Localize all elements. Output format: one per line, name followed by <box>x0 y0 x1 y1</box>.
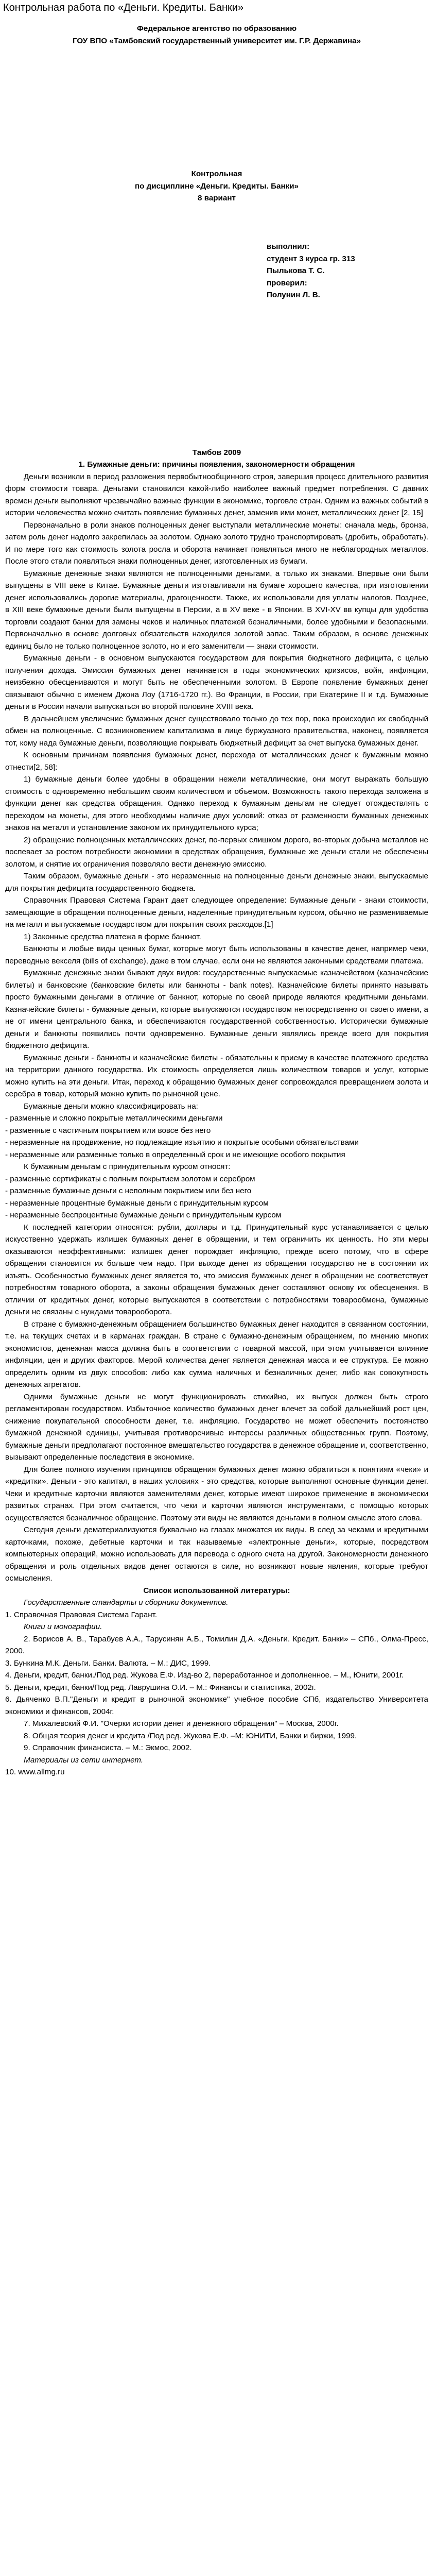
paragraph: Таким образом, бумажные деньги - это неразменные на полноценные деньги денежные знаки, выпускаемые для покрытия дефицита государственного бюджета. <box>5 872 428 893</box>
paragraph: 2) обращение полноценных металлических денег, по-первых слишком дорого, во-вторых добыча металлов не поспевает за ростом потребности экономики в средствах обращения, бумажные же деньги стали не обеспечены золотом, и снятие их ограничения позволяло вести денежную эмиссию. <box>5 835 428 869</box>
paragraph: Первоначально в роли знаков полноценных денег выступали металлические монеты: сначала медь, бронза, затем роль денег надолго закрепилась за золотом. Однако золото трудно транспортировать (дробить, обработать). И по мере того как стоимость золота росла и оборота начинает появляться много не неблагородных металлов. После этого стали появляться знаки полноценных денег, изготовленных из бумаги. <box>5 520 428 566</box>
city-year: Тамбов 2009 <box>192 448 241 457</box>
paragraph: Бумажные денежные знаки бывают двух видов: государственные выпускаемые казначейством (казначейские билеты) и банковские (банковские билеты или банкноты - bank notes). Казначейские билеты принято называть просто бумажными деньгами в отличие от банкнот, которые по своей природе являются кредитными деньгами. Казначейские билеты - бумажные деньги, которые выпускаются государством непосредственно от своего имени, а не от имени центрального банка, и обеспечиваются государственной собственностью. Исторически бумажные деньги и банкноты появились почти одновременно. Бумажные деньги являлись прежде всего для покрытия бюджетного дефицита. <box>5 969 428 1050</box>
reference-item: 9. Справочник финансиста. – М.: Экмос, 2002. <box>24 1743 192 1752</box>
paragraph: Деньги возникли в период разложения первобытнообщинного строя, завершив процесс длительного развития форм стоимости товара. Деньгами становился какой-либо наиболее важный предмет потребления. С давних времен деньги выполняют чрезвычайно важные функции в экономике, торговле стран. Одним из важных событий в истории человечества можно считать появление бумажных денег, заменив ими монет, металлических денег [2, 15] <box>5 472 428 517</box>
paragraph: 1) Законные средства платежа в форме банкнот. <box>24 932 201 941</box>
paragraph: Бумажные деньги - банкноты и казначейские билеты - обязательны к приему в качестве платежного средства на территории данного государства. Их стоимость определяется лишь количеством товаров и услуг, которые можно купить на эти деньги. Итак, переход к обращению бумажных денег сопровождался превращением золота и серебра в товар, который можно купить по рыночной цене. <box>5 1053 428 1098</box>
references-heading: Список использованной литературы: <box>143 1586 290 1595</box>
list-item: - разменные сертификаты с полным покрытием золотом и серебром <box>5 1174 255 1183</box>
reference-item: 7. Михалевский Ф.И. "Очерки истории денег и денежного обращения" – Москва, 2000г. <box>24 1719 339 1728</box>
paragraph: Бумажные деньги - в основном выпускаются государством для покрытия бюджетного дефицита, с целью получения дохода. Эмиссия бумажных денег начинается в годы экономических кризисов, войн, инфляции, неизбежно обесцениваются и могут быть не обеспеченными золотом. В Европе появление бумажных денег связывают обычно с именем Джона Лоу (1716-1720 гг.). Во Франции, в России, при Екатерине II и т.д. Бумажные деньги в России начали выпускаться во второй половине XVIII века. <box>5 654 428 711</box>
list-item: - неразменные процентные бумажные деньги с принудительным курсом <box>5 1198 269 1208</box>
paragraph: 1) бумажные деньги более удобны в обращении нежели металлические, они могут выражать большую стоимость с одновременно небольшим своим количеством и объемом. Возможность такого перехода заложена в функции денег как средства обращения. Однако переход к бумажным деньгам не следует отождествлять с переходом на монеты, для этого необходимы наличие двух условий: отказ от разменности бумажных денежных знаков на металл и установление законом их принудительного курса; <box>5 775 428 832</box>
paragraph: К основным причинам появления бумажных денег, перехода от металлических денег к бумажным можно отнести[2, 58]: <box>5 751 428 772</box>
teacher-name: Полунин Л. В. <box>267 291 320 299</box>
student-line: студент 3 курса гр. 313 <box>267 254 355 263</box>
ministry-line: Федеральное агентство по образованию <box>136 24 297 33</box>
page-title: Контрольная работа по «Деньги. Кредиты. Банки» <box>3 2 244 13</box>
references-subheading: Книги и монографии. <box>24 1622 102 1631</box>
list-item: - неразменные или разменные только в определенный срок и не имеющие особого покрытия <box>5 1150 345 1159</box>
reference-item: 3. Бункина М.К. Деньги. Банки. Валюта. – М.: ДИС, 1999. <box>5 1658 211 1668</box>
document-body <box>5 23 428 1778</box>
university-line: ГОУ ВПО «Тамбовский государственный университет им. Г.Р. Державина» <box>72 36 361 45</box>
paragraph: К последней категории относятся: рубли, доллары и т.д. Принудительный курс устанавливается с целью искусственно удержать излишек бумажных денег в обращении, и тем ограничить их ценность. Но эти меры оказываются неэффективными: излишек денег порождает инфляцию, прежде всего потому, что в сфере обращения становится их больше чем надо. При выходе денег из обращения государство не в состоянии их изъять. Особенностью бумажных денег является то, что эмиссия бумажных денег в обращении не соответствует потребностям товарного оборота, а законы обращения бумажных денег составляют основу их обесценения. В отличии от кредитных денег, которые выпускаются в соответствии с потребностями товарообмена, бумажные деньги не связаны с нуждами товарооборота. <box>5 1223 428 1316</box>
done-label: выполнил: <box>267 242 310 251</box>
section-heading: 1. Бумажные деньги: причины появления, закономерности обращения <box>78 460 355 469</box>
list-item: - неразменные беспроцентные бумажные деньги с принудительным курсом <box>5 1211 282 1219</box>
paragraph: Сегодня деньги дематериализуются буквально на глазах множатся их виды. В след за чеками и кредитными карточками, похоже, дебетные карточки и так называемые «электронные деньги», которые, посредством компьютерных операций, можно использовать для перевода с одного счета на другой. Закономерности денежного обращения и роль отдельных видов денег остаются в силе, но возникают новые явления, которые требуют осмысления. <box>5 1526 428 1583</box>
paragraph: Для более полного изучения принципов обращения бумажных денег можно обратиться к понятиям «чеки» и «кредитки». Деньги - это капитал, в наших условиях - это средства, которые выполняют основные функции денег. Чеки и кредитные карточки являются заменителями денег, которые имеют широкое применение в экономически развитых странах. При этом считается, что чеки и карточки являются инструментами, с помощью которых осуществляется безналичное обращение. Поэтому эти виды не являются деньгами в полном смысле этого слова. <box>5 1465 428 1522</box>
list-item: - разменные и сложно покрытые металлическими деньгами <box>5 1114 223 1123</box>
checked-label: проверил: <box>267 278 307 287</box>
variant-line: 8 вариант <box>198 194 236 202</box>
work-type: Контрольная <box>191 170 242 178</box>
list-item: К бумажным деньгам с принудительным курсом относят: <box>24 1162 231 1171</box>
reference-item: 8. Общая теория денег и кредита /Под ред. Жукова Е.Ф. –М: ЮНИТИ, Банки и биржи, 1999. <box>24 1731 357 1740</box>
reference-item: 1. Справочная Правовая Система Гарант. <box>5 1610 158 1619</box>
paragraph: Одними бумажные деньги не могут функционировать стихийно, их выпуск должен быть строго регламентирован государством. Избыточное количество бумажных денег влечет за собой дальнейший рост цен, снижение покупательной способности денег, т.е. инфляцию. Государство не может обеспечить постоянство бумажной денежной единицы, учитывая противоречивые интересы различных общественных групп. Поэтому, бумажные деньги предполагают постоянное вмешательство государства в денежное обращение и, соответственно, вызывают определенные последствия в экономике. <box>5 1392 428 1462</box>
classification-intro: Бумажные деньги можно классифицировать на: <box>24 1101 198 1111</box>
references-subheading: Государственные стандарты и сборники документов. <box>24 1598 229 1607</box>
references-subheading: Материалы из сети интернет. <box>24 1755 144 1765</box>
reference-item: 2. Борисов А. В., Тарабуев А.А., Тарусинян А.Б., Томилин Д.А. «Деньги. Кредит. Банки» – СПб., Олма-Пресс, 2000. <box>5 1634 428 1655</box>
list-item: - разменные бумажные деньги с неполным покрытием или без него <box>5 1187 252 1195</box>
discipline-line: по дисциплине «Деньги. Кредиты. Банки» <box>134 181 299 191</box>
paragraph: Бумажные денежные знаки являются не полноценными деньгами, а только их знаками. Впервые они были выпущены в VIII веке в Китае. Бумажные деньги изготавливали на бумаге хорошего качества, при изготовлении денег использовались дорогие материалы, драгоценности. Также, их использовали для уплаты налогов. Позднее, в XIII веке бумажные деньги были выпущены в Персии, а в XV веке - в Японии. В XVI-XV вв купцы для удобства торговли создают банки для замены чеков и наличных платежей безналичными, более удобными и безопасными. Первоначально в основе долговых обязательств находился золотой запас. Таким образом, в основе денежных единиц было не только полноценное золото, но и его заменители — знаки стоимости. <box>5 569 428 651</box>
paragraph: Банкноты и любые виды ценных бумаг, которые могут быть использованы в качестве денег, например чеки, переводные векселя (bills of exchange), даже в том случае, если они не являются законными средствами платежа. <box>5 944 428 965</box>
reference-item: 5. Деньги, кредит, банки/Под ред. Лаврушина О.И. – М.: Финансы и статистика, 2002г. <box>5 1683 316 1692</box>
list-item: - неразменные на продвижение, но подлежащие изъятию и покрытые особыми обязательствами <box>5 1138 359 1147</box>
list-item: - разменные с частичным покрытием или вовсе без него <box>5 1126 211 1135</box>
paragraph: В стране с бумажно-денежным обращением большинство бумажных денег находится в связанном состоянии, т.е. на текущих счетах и в карманах граждан. В стране с бумажно-денежным обращением, по мнению многих экономистов, денежная масса должна быть в соответствии с товарной массой, при этом учитывается влияние инфляции, цен и других факторов. Мерой количества денег является денежная масса и ее структура. Ее можно определить одним из двух способов: либо как сумма наличных и безналичных денег, либо как совокупность денежных агрегатов. <box>5 1319 428 1389</box>
paragraph: Справочник Правовая Система Гарант дает следующее определение: Бумажные деньги - знаки стоимости, замещающие в обращении полноценные деньги, наделенные принудительным курсом, обычно не размениваемые на металл и выпускаемые государством для покрытия своих расходов.[1] <box>5 896 428 929</box>
reference-item: 6. Дьяченко В.П."Деньги и кредит в рыночной экономике" учебное пособие СПб, издательство Университета экономики и финансов, 2004г. <box>5 1695 428 1716</box>
reference-item: 10. www.allmg.ru <box>5 1768 65 1776</box>
reference-item: 4. Деньги, кредит, банки./Под ред. Жукова Е.Ф. Изд-во 2, переработанное и дополненное. – М., Юнити, 2001г. <box>5 1671 404 1680</box>
student-name: Пылькова Т. С. <box>267 266 325 275</box>
paragraph: В дальнейшем увеличение бумажных денег существовало только до тех пор, пока происходил их свободный обмен на полноценные. С возникновением капитализма в лице буржуазного правительства, наконец, появляется тот, кому нада бумажные деньги, позволяющие покрывать бюджетный дефицит за счет выпуска бумажных денег. <box>5 714 428 748</box>
